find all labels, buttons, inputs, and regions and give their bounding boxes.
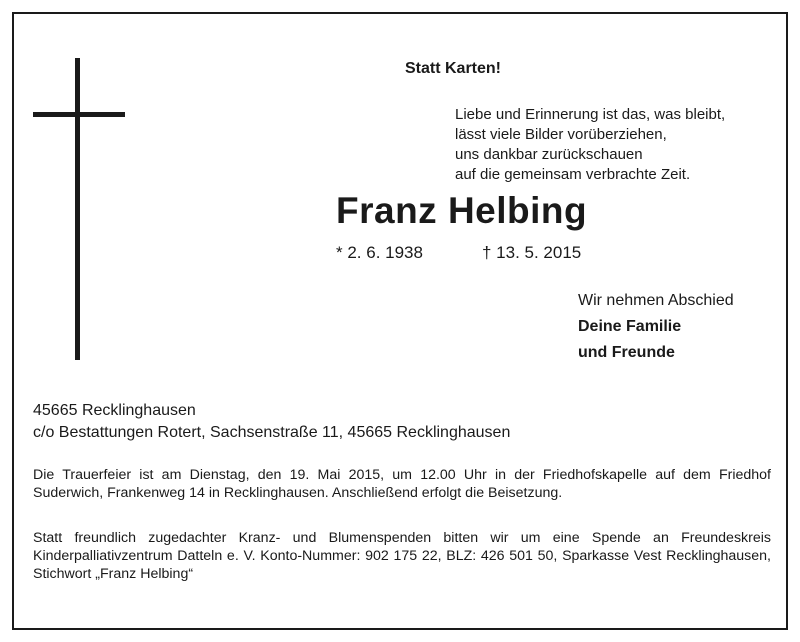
poem-line: auf die gemeinsam verbrachte Zeit. <box>455 166 691 183</box>
address-block <box>33 400 510 444</box>
ceremony-paragraph: Die Trauerfeier ist am Dienstag, den 19. Mai 2015, um 12.00 Uhr in der Friedhofskapelle auf dem Friedhof Suderwich, Frankenweg 14 in Recklinghausen. Anschließend erfolgt die Beisetzung. <box>33 467 771 501</box>
notice-heading: Statt Karten! <box>405 60 502 77</box>
family-signature: Deine Familie <box>578 318 682 335</box>
donation-paragraph: Statt freundlich zugedachter Kranz- und Blumenspenden bitten wir um eine Spende an Freundeskreis Kinderpalliativzentrum Datteln e. V. Konto-Nummer: 902 175 22, BLZ: 426 501 50, Sparkasse Vest Recklinghausen, Stichwort „Franz Helbing“ <box>33 530 771 582</box>
poem <box>455 105 725 185</box>
friends-signature: und Freunde <box>578 344 675 361</box>
address-line-city: 45665 Recklinghausen <box>33 402 196 419</box>
cross-vertical-bar <box>75 58 80 360</box>
birth-date: * 2. 6. 1938 <box>336 243 423 262</box>
address-line-funeral-home: c/o Bestattungen Rotert, Sachsenstraße 11, 45665 Recklinghausen <box>33 424 511 441</box>
poem-line: Liebe und Erinnerung ist das, was bleibt, <box>455 106 726 123</box>
cross-horizontal-bar <box>33 112 125 117</box>
poem-line: uns dankbar zurückschauen <box>455 146 643 163</box>
poem-line: lässt viele Bilder vorüberziehen, <box>455 126 667 143</box>
farewell-line: Wir nehmen Abschied <box>578 292 734 309</box>
farewell-block <box>578 288 734 366</box>
deceased-name: Franz Helbing <box>336 190 588 231</box>
death-date: † 13. 5. 2015 <box>482 243 582 262</box>
